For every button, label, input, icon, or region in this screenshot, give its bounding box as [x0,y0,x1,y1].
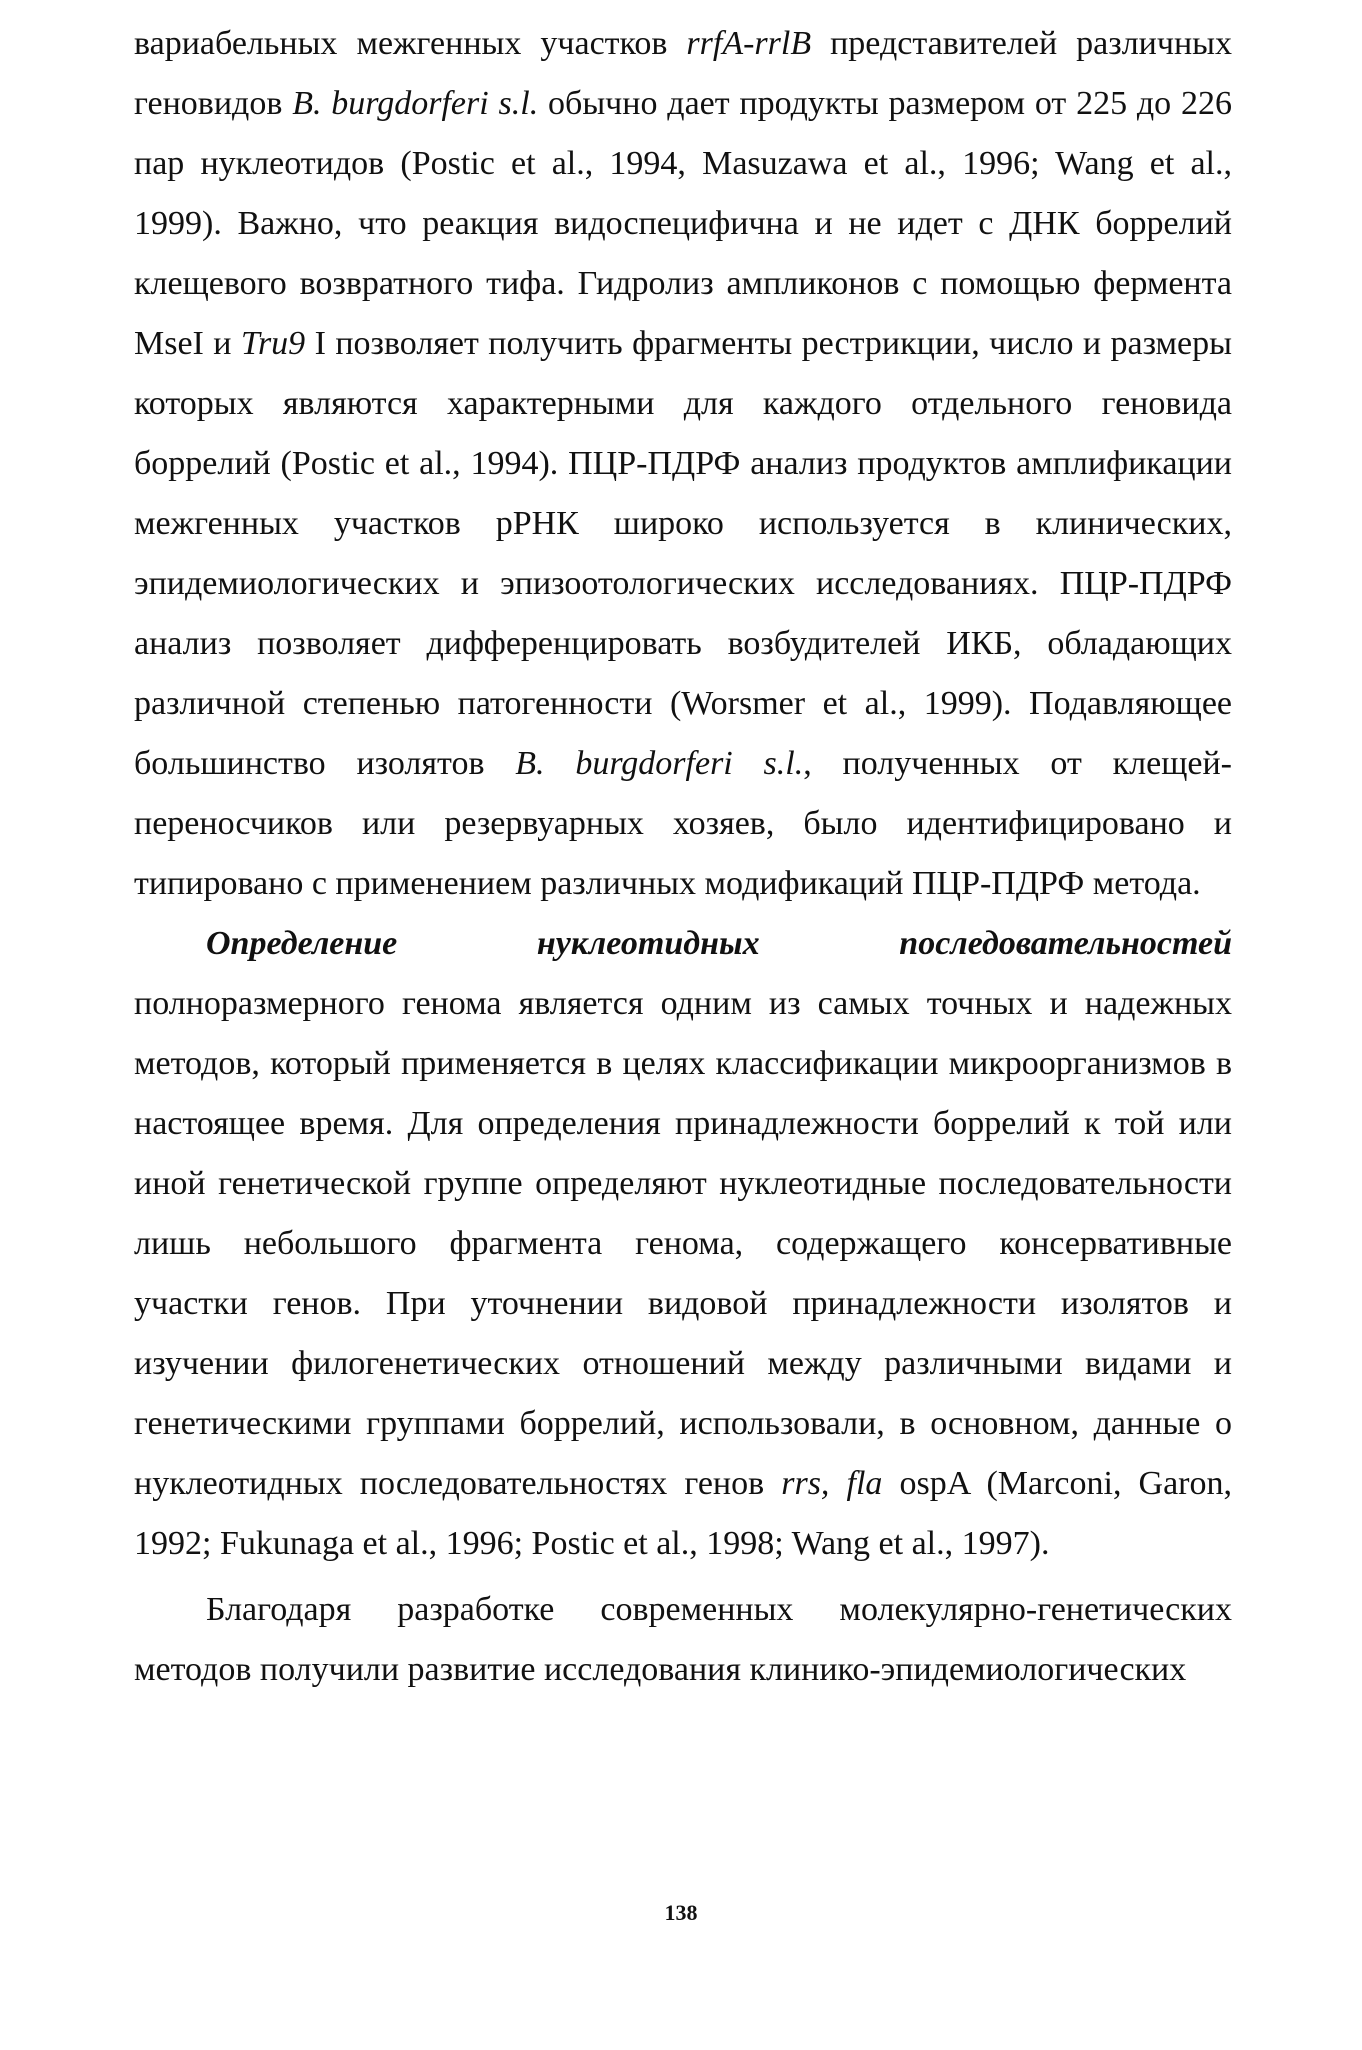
text-run: различной степенью патогенности (Worsmer et al., 1999). Подавляющее [134,685,1232,722]
text-line [134,1154,1232,1214]
italic-term: rrs, fla [781,1465,883,1502]
text-line [134,134,1232,194]
text-run: методов получили развитие исследования клинико-эпидемиологических [134,1651,1187,1688]
text-run: геновидов [134,85,293,122]
emphasized-term: Определение нуклеотидных последовательностей [206,925,1232,962]
text-run: нуклеотидных последовательностях генов [134,1465,782,1502]
text-line [134,734,1232,794]
text-run: клещевого возвратного тифа. Гидролиз ампликонов с помощью фермента [134,265,1232,302]
text-run: вариабельных межгенных участков [134,25,687,62]
text-run: переносчиков или резервуарных хозяев, было идентифицировано и [134,805,1232,842]
text-run: которых являются характерными для каждого отдельного геновида [134,385,1232,422]
text-line [134,74,1232,134]
text-line [134,1394,1232,1454]
text-run: настоящее время. Для определения принадлежности боррелий к той или [134,1105,1232,1142]
text-run: 1999). Важно, что реакция видоспецифична и не идет с ДНК боррелий [134,205,1232,242]
text-run: обычно дает продукты размером от 225 до 226 [538,85,1232,122]
text-line [134,494,1232,554]
text-run: анализ позволяет дифференцировать возбудителей ИКБ, обладающих [134,625,1232,662]
text-line [134,314,1232,374]
text-line [134,1580,1232,1640]
text-run: , полученных от клещей- [803,745,1232,782]
text-line [134,794,1232,854]
text-line [134,614,1232,674]
text-line [134,194,1232,254]
text-line [134,14,1232,74]
text-line [134,434,1232,494]
text-line [134,1454,1232,1514]
text-run: полноразмерного генома является одним из самых точных и надежных [134,985,1232,1022]
text-line [134,1094,1232,1154]
text-run: представителей различных [811,25,1232,62]
text-run: ospA (Marconi, Garon, [882,1465,1232,1502]
text-line [134,554,1232,614]
text-run: иной генетической группе определяют нуклеотидные последовательности [134,1165,1232,1202]
paragraph [134,14,1232,914]
paragraph [134,914,1232,1574]
text-run: лишь небольшого фрагмента генома, содержащего консервативные [134,1225,1232,1262]
text-line [134,1034,1232,1094]
text-run: типировано с применением различных модификаций ПЦР-ПДРФ метода. [134,865,1201,902]
text-line [134,974,1232,1034]
text-line [134,914,1232,974]
text-run: MseI и [134,325,241,362]
text-run: пар нуклеотидов (Postic et al., 1994, Masuzawa et al., 1996; Wang et al., [134,145,1232,182]
text-run: большинство изолятов [134,745,516,782]
text-run: боррелий (Postic et al., 1994). ПЦР-ПДРФ анализ продуктов амплификации [134,445,1232,482]
text-line [134,1640,1232,1700]
text-line [134,254,1232,314]
page-number: 138 [664,1900,698,1925]
text-line [134,674,1232,734]
italic-term: B. burgdorferi s.l. [292,85,539,122]
italic-term: rrfA-rrlB [686,25,812,62]
text-run: I позволяет получить фрагменты рестрикции, число и размеры [305,325,1232,362]
text-run: Благодаря разработке современных молекулярно-генетических [206,1591,1232,1628]
text-line [134,854,1232,914]
text-run: 1992; Fukunaga et al., 1996; Postic et al., 1998; Wang et al., 1997). [134,1525,1050,1562]
paragraph [134,1580,1232,1700]
text-run: методов, который применяется в целях классификации микроорганизмов в [134,1045,1232,1082]
text-run: генетическими группами боррелий, использовали, в основном, данные о [134,1405,1232,1442]
text-run: изучении филогенетических отношений между различными видами и [134,1345,1232,1382]
italic-term: Tru9 [240,325,306,362]
text-line [134,1514,1232,1574]
italic-term: B. burgdorferi s.l. [515,745,804,782]
text-line [134,374,1232,434]
text-run: участки генов. При уточнении видовой принадлежности изолятов и [134,1285,1232,1322]
text-line [134,1274,1232,1334]
text-line [134,1214,1232,1274]
text-line [134,1334,1232,1394]
text-run: эпидемиологических и эпизоотологических исследованиях. ПЦР-ПДРФ [134,565,1232,602]
text-run: межгенных участков рРНК широко используется в клинических, [134,505,1232,542]
